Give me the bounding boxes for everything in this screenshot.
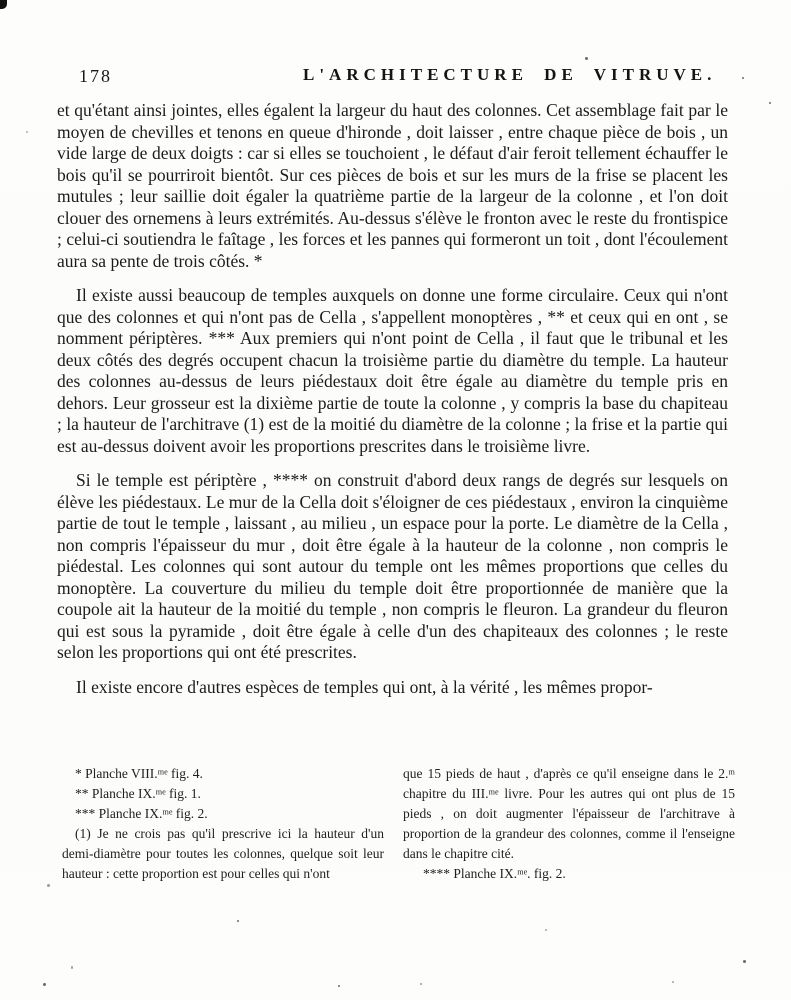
scan-speck <box>26 131 28 133</box>
paragraph-1: et qu'étant ainsi jointes, elles égalent la largeur du haut des colonnes. Cet assemblage fait par le moyen de chevilles et tenons en queue d'hironde , doit laisser , entre chaque pièce de bois , un vide large de deux doigts : car si elles se touchoient , le défaut d'air feroit tellement échauffer le bois qu'il se pourriroit bientôt. Sur ces pièces de bois et sur les murs de la frise se placent les mutules ; leur saillie doit égaler la quatrième partie de la largeur de la colonne , et l'on doit clouer des ornemens à leurs extrémités. Au-dessus s'élève le fronton avec le reste du frontispice ; celui-ci soutiendra le faîtage , les forces et les pannes qui formeront un toit , dont l'écoulement aura sa pente de trois côtés. * <box>57 100 728 271</box>
scan-speck <box>43 983 46 986</box>
footnote-1-continued: que 15 pieds de haut , d'après ce qu'il enseigne dans le 2.ᵐ chapitre du III.ᵐᵉ livre. Pour les autres qui ont plus de 15 pieds , on doit augmenter l'épaisseur de l'architrave à proportion de la grandeur des colonnes, comme il l'enseigne dans le chapitre cité. <box>403 766 735 861</box>
footnote-double-star: ** Planche IX.ᵐᵉ fig. 1. <box>75 786 201 801</box>
footnote-triple-star: *** Planche IX.ᵐᵉ fig. 2. <box>75 806 208 821</box>
scan-speck <box>237 920 239 922</box>
running-head <box>0 0 791 100</box>
running-title: L'ARCHITECTURE DE VITRUVE. <box>303 65 717 84</box>
footnote-quadruple-star: **** Planche IX.ᵐᵉ. fig. 2. <box>423 866 566 881</box>
scan-speck <box>47 884 50 887</box>
paragraph-4: Il existe encore d'autres espèces de temples qui ont, à la vérité , les mêmes propor- <box>76 676 653 697</box>
body-text <box>57 100 728 711</box>
scan-speck <box>742 77 744 79</box>
paragraph-2: Il existe aussi beaucoup de temples auxquels on donne une forme circulaire. Ceux qui n'ont que des colonnes et qui n'ont pas de Cella , s'appellent monoptères , ** et ceux qui en ont , se nomment périptères. *** Aux premiers qui n'ont point de Cella , il faut que le tribunal et les deux côtés des degrés occupent chacun la troisième partie du diamètre du temple. La hauteur des colonnes au-dessus de leurs piédestaux doit être égale au diamètre du temple pris en dehors. Leur grosseur est la dixième partie de toute la colonne , y compris la base du chapiteau ; la hauteur de l'architrave (1) est de la moitié du diamètre de la colonne ; la frise et la partie qui est au-dessus doivent avoir les proportions prescrites dans le troisième livre. <box>57 285 728 456</box>
footnotes-right-column <box>403 764 735 884</box>
paragraph-3: Si le temple est périptère , **** on construit d'abord deux rangs de degrés sur lesquels on élève les piédestaux. Le mur de la Cella doit s'éloigner de ces piédestaux , environ la cinquième partie de tout le temple , laissant , au milieu , un espace pour la porte. Le diamètre de la Cella , non compris l'épaisseur du mur , doit être égale à la hauteur de la colonne , non compris le piédestal. Les colonnes qui sont autour du temple ont les mêmes proportions que celles du monoptère. La couverture du milieu du temple doit être proportionnée de manière que la coupole ait la hauteur de la moitié du temple , non compris le fleuron. La grandeur du fleuron qui est sous la pyramide , doit être égale à celle d'un des chapiteaux des colonnes ; le reste selon les proportions qui ont été prescrites. <box>57 470 728 662</box>
footnote-1: (1) Je ne crois pas qu'il prescrive ici la hauteur d'un demi-diamètre pour toutes les colonnes, quelque soit leur hauteur : cette proportion est pour celles qui n'ont <box>62 826 384 881</box>
scan-speck <box>672 981 674 983</box>
footnote-star: * Planche VIII.ᵐᵉ fig. 4. <box>75 766 203 781</box>
page-number: 178 <box>79 66 112 86</box>
scan-speck <box>420 983 422 985</box>
footnotes-left-column <box>62 764 384 884</box>
scan-speck <box>743 960 746 963</box>
scan-speck <box>338 985 340 987</box>
scan-speck <box>71 966 73 969</box>
scan-speck <box>769 102 771 104</box>
scan-speck <box>585 57 588 60</box>
scan-speck <box>545 929 547 931</box>
